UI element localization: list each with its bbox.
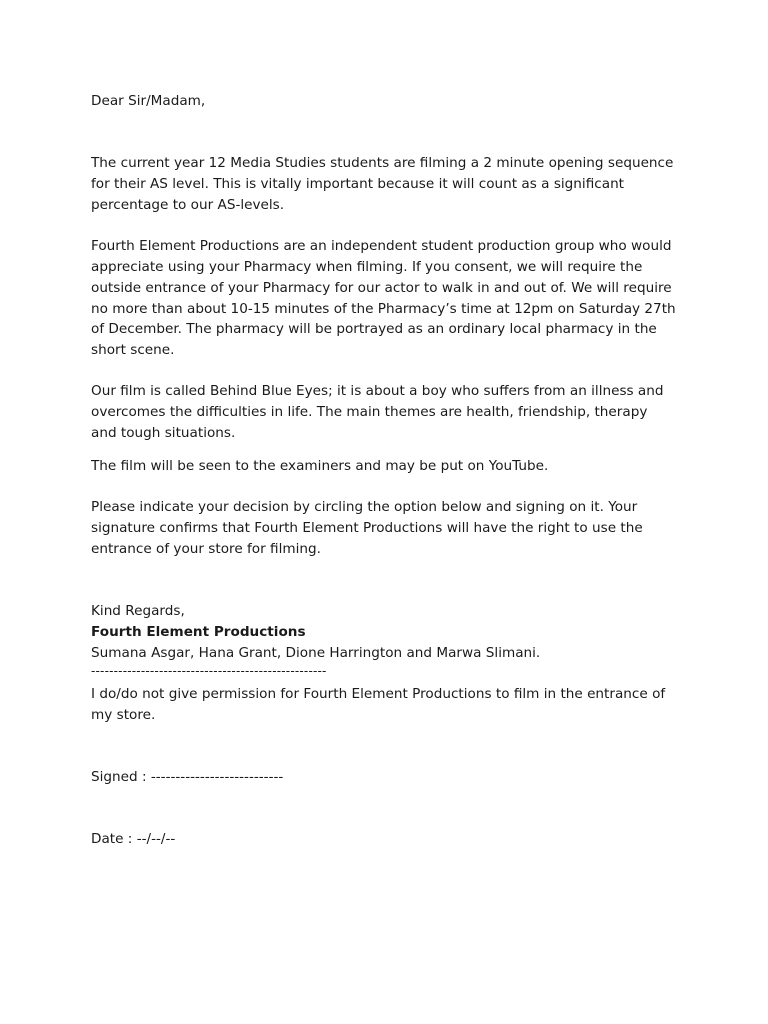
closing: Kind Regards, bbox=[91, 603, 185, 619]
date-line: Date : --/--/-- bbox=[91, 831, 176, 847]
paragraph-line: Please indicate your decision by circling the option below and signing on it. Your bbox=[91, 499, 638, 515]
salutation: Dear Sir/Madam, bbox=[91, 93, 206, 109]
paragraph-line: of December. The pharmacy will be portrayed as an ordinary local pharmacy in the bbox=[91, 321, 657, 337]
paragraph-line: for their AS level. This is vitally important because it will count as a significant bbox=[91, 176, 625, 192]
permission-line: I do/do not give permission for Fourth Element Productions to film in the entrance of bbox=[91, 686, 666, 702]
paragraph-line: Our film is called Behind Blue Eyes; it is about a boy who suffers from an illness and bbox=[91, 383, 664, 399]
paragraph-line: The current year 12 Media Studies students are filming a 2 minute opening sequence bbox=[91, 155, 674, 171]
paragraph-line: and tough situations. bbox=[91, 425, 236, 441]
paragraph-line: signature confirms that Fourth Element Productions will have the right to use the bbox=[91, 520, 643, 536]
company-name: Fourth Element Productions bbox=[91, 624, 306, 640]
paragraph-line: percentage to our AS-levels. bbox=[91, 197, 285, 213]
authors: Sumana Asgar, Hana Grant, Dione Harrington and Marwa Slimani. bbox=[91, 645, 541, 661]
paragraph-line: no more than about 10-15 minutes of the Pharmacy’s time at 12pm on Saturday 27th bbox=[91, 301, 676, 317]
paragraph-line: Fourth Element Productions are an independent student production group who would bbox=[91, 238, 672, 254]
paragraph-line: outside entrance of your Pharmacy for our actor to walk in and out of. We will require bbox=[91, 280, 672, 296]
permission-line: my store. bbox=[91, 707, 156, 723]
paragraph-line: appreciate using your Pharmacy when filming. If you consent, we will require the bbox=[91, 259, 643, 275]
separator: ---------------------------------------------------- bbox=[91, 664, 327, 678]
paragraph-line: overcomes the difficulties in life. The main themes are health, friendship, therapy bbox=[91, 404, 648, 420]
paragraph-line: The film will be seen to the examiners and may be put on YouTube. bbox=[91, 458, 549, 474]
paragraph-line: short scene. bbox=[91, 342, 175, 358]
paragraph-line: entrance of your store for filming. bbox=[91, 541, 321, 557]
signature-line: Signed : --------------------------- bbox=[91, 769, 284, 785]
